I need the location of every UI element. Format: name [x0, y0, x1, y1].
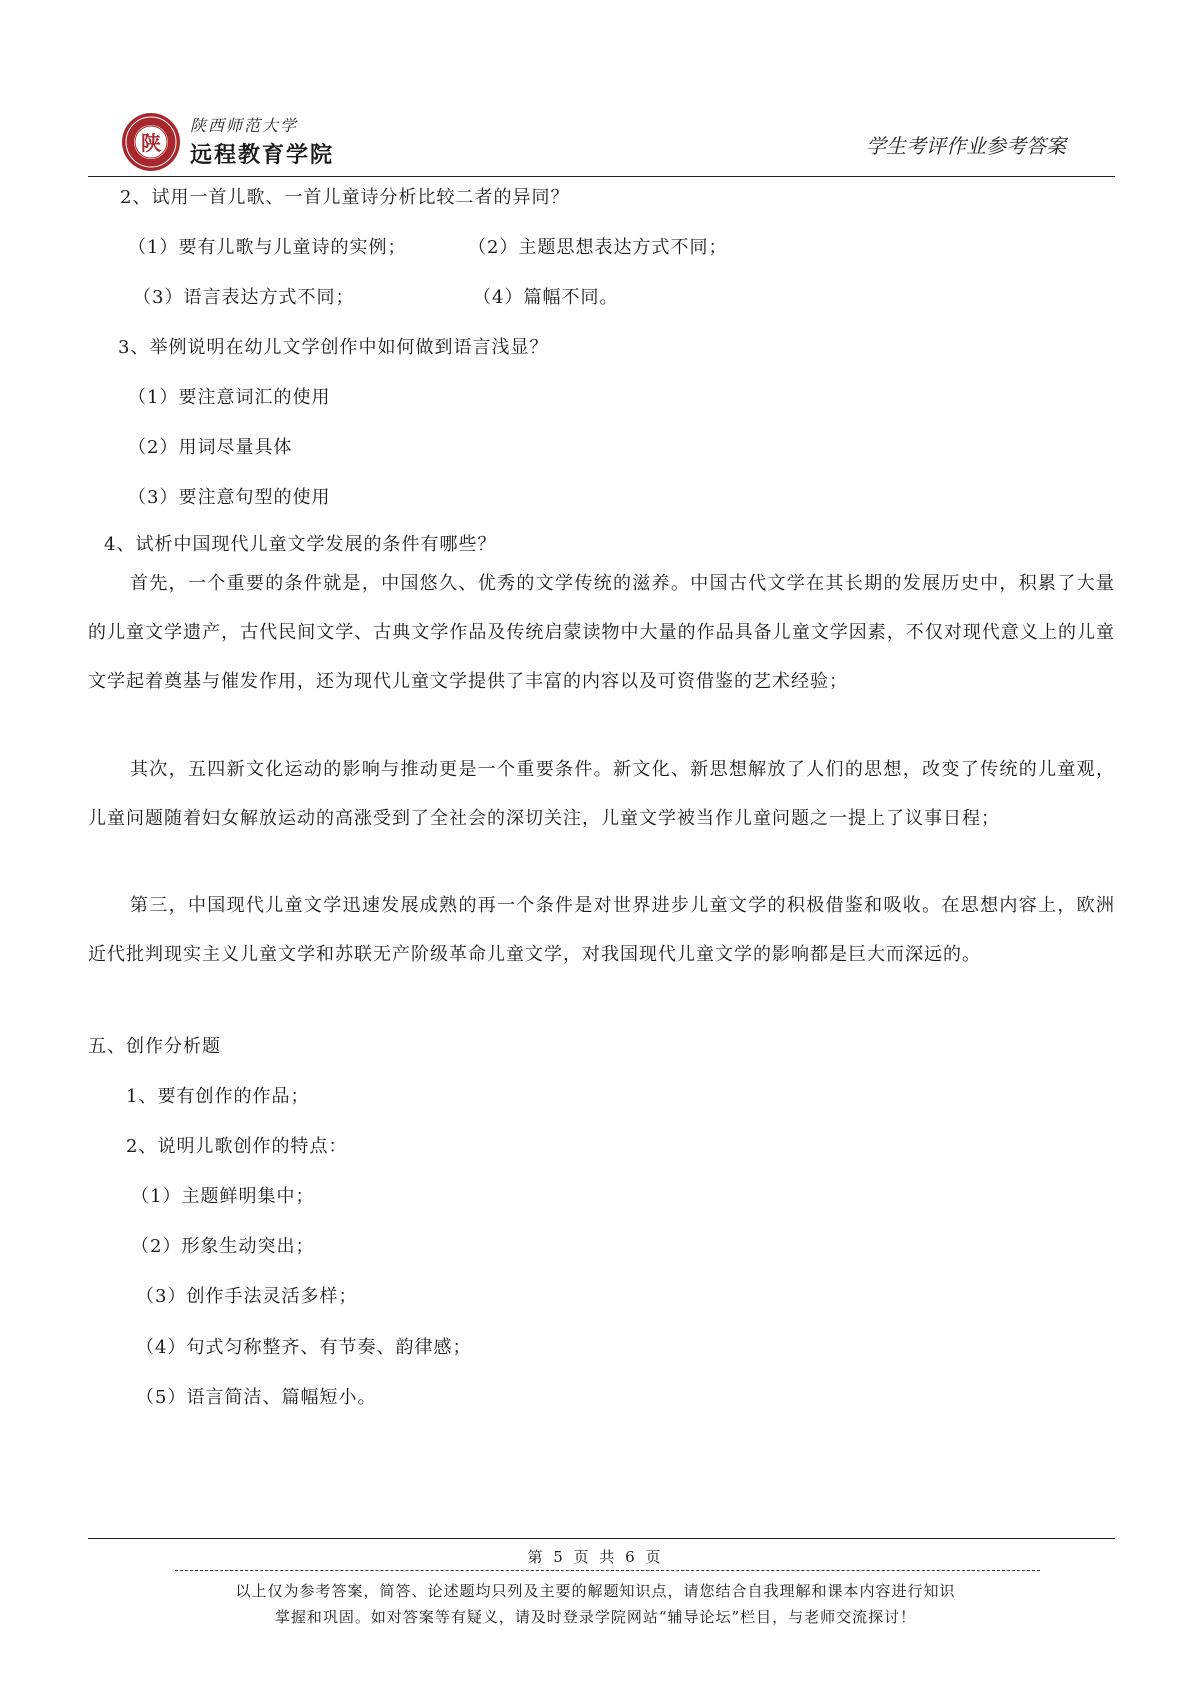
feature-3: （3）创作手法灵活多样； [136, 1286, 358, 1307]
feature-4: （4）句式匀称整齐、有节奏、韵律感； [136, 1337, 472, 1358]
question-3-point-2: （2）用词尽量具体 [128, 437, 293, 458]
page-number: 第 5 页 共 6 页 [527, 1548, 664, 1566]
question-2-point-1: （1）要有儿歌与儿童诗的实例； [128, 237, 407, 258]
question-2-point-4: （4）篇幅不同。 [473, 287, 619, 308]
footer-dashed-divider [175, 1570, 1040, 1571]
logo-school-name: 远程教育学院 [190, 143, 335, 168]
section-5-heading: 五、创作分析题 [88, 1036, 221, 1057]
question-2-point-3: （3）语言表达方式不同； [133, 287, 355, 308]
university-seal-logo [121, 112, 181, 172]
feature-5: （5）语言简洁、篇幅短小。 [136, 1387, 377, 1408]
question-3-point-1: （1）要注意词汇的使用 [128, 387, 331, 408]
question-3-point-3: （3）要注意句型的使用 [128, 487, 331, 508]
footer-divider [88, 1538, 1115, 1539]
header-divider [88, 176, 1115, 177]
section-5-item-2: 2、说明儿歌创作的特点： [126, 1136, 348, 1157]
section-5-item-1: 1、要有创作的作品； [126, 1086, 310, 1107]
document-header-title: 学生考评作业参考答案 [866, 134, 1066, 158]
question-4-title: 4、试析中国现代儿童文学发展的条件有哪些？ [104, 534, 497, 555]
footer-note-line-2: 掌握和巩固。如对答案等有疑义，请及时登录学院网站“辅导论坛”栏目，与老师交流探讨！ [274, 1608, 917, 1626]
logo-wordmark [190, 113, 334, 169]
feature-2: （2）形象生动突出； [131, 1236, 315, 1257]
feature-1: （1）主题鲜明集中； [131, 1186, 315, 1207]
question-3-title: 3、举例说明在幼儿文学创作中如何做到语言浅显？ [118, 337, 549, 358]
footer-note-line-1: 以上仅为参考答案，简答、论述题均只列及主要的解题知识点，请您结合自我理解和课本内容进行知识 [235, 1582, 956, 1600]
seal-character: 陕 [141, 131, 161, 155]
question-2-title: 2、试用一首儿歌、一首儿童诗分析比较二者的异同？ [120, 187, 570, 208]
question-2-point-2: （2）主题思想表达方式不同； [468, 237, 728, 258]
logo-university-name: 陕西师范大学 [190, 116, 299, 135]
question-4-paragraph-2: 其次，五四新文化运动的影响与推动更是一个重要条件。新文化、新思想解放了人们的思想，改变了传统的儿童观，儿童问题随着妇女解放运动的高涨受到了全社会的深切关注，儿童文学被当作儿童问题之一提上了议事日程； [88, 759, 1115, 829]
question-4-paragraph-1: 首先，一个重要的条件就是，中国悠久、优秀的文学传统的滋养。中国古代文学在其长期的发展历史中，积累了大量的儿童文学遗产，古代民间文学、古典文学作品及传统启蒙读物中大量的作品具备儿童文学因素，不仅对现代意义上的儿童文学起着奠基与催发作用，还为现代儿童文学提供了丰富的内容以及可资借鉴的艺术经验； [88, 573, 1115, 692]
question-4-paragraph-3: 第三，中国现代儿童文学迅速发展成熟的再一个条件是对世界进步儿童文学的积极借鉴和吸收。在思想内容上，欧洲近代批判现实主义儿童文学和苏联无产阶级革命儿童文学，对我国现代儿童文学的影响都是巨大而深远的。 [88, 895, 1115, 965]
